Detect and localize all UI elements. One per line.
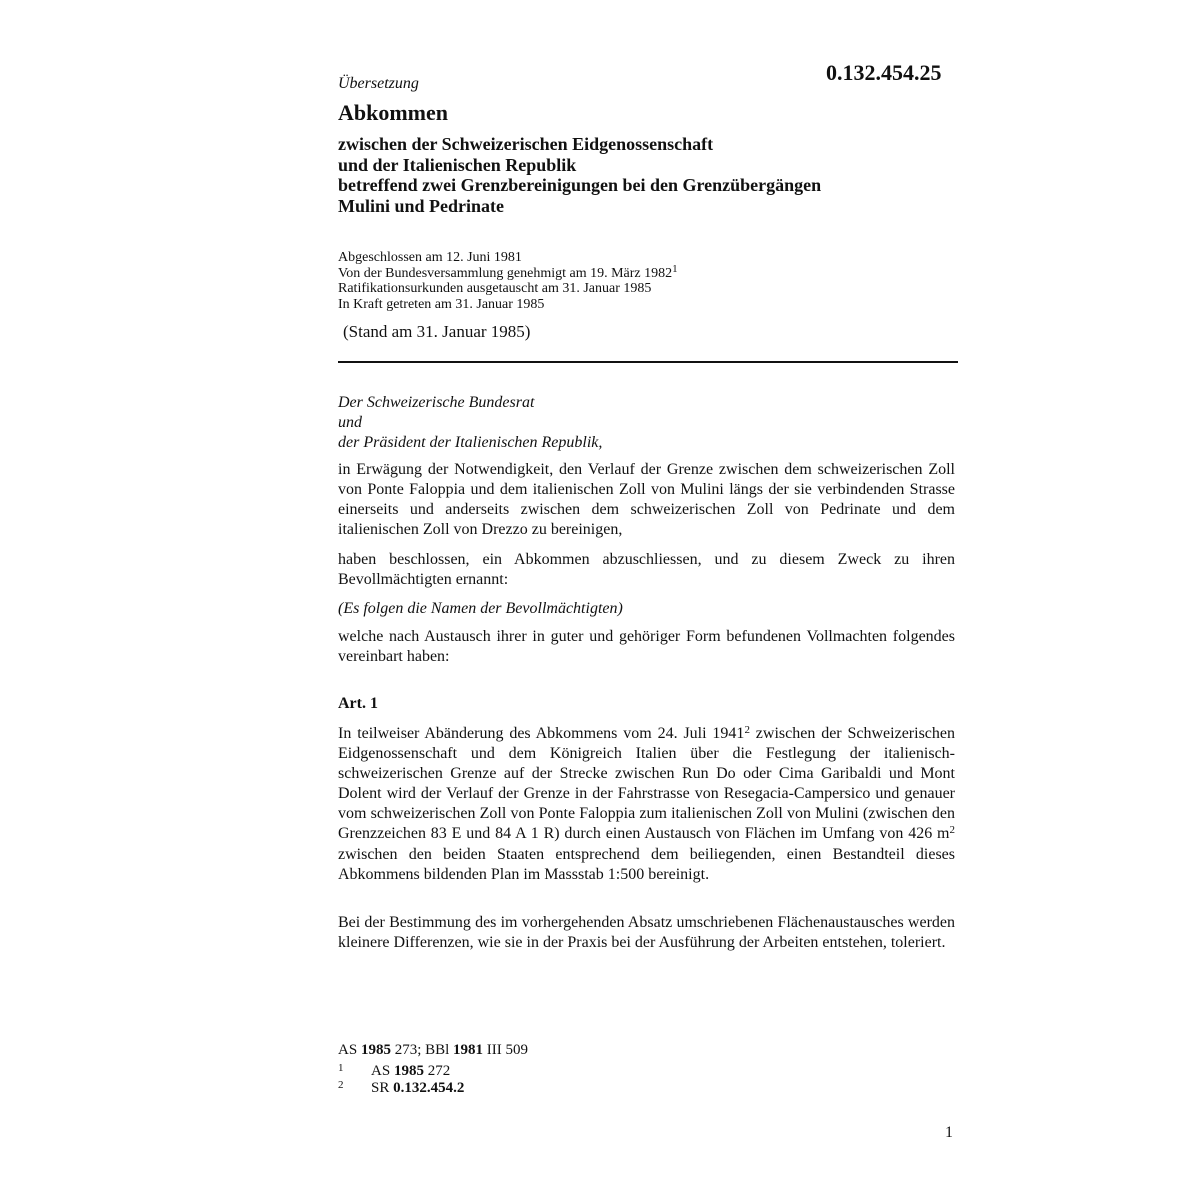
article-1-paragraph-2: Bei der Bestimmung des im vorhergehenden Absatz umschriebenen Flächenaustausches werden kleinere Differenzen, wie sie in der Praxis bei der Ausführung der Arbeiten entstehen, toleriert. [338, 914, 955, 952]
subtitle-line: Mulini und Pedrinate [338, 195, 505, 216]
translation-label: Übersetzung [338, 75, 419, 92]
sr-number: 0.132.454.25 [826, 60, 942, 85]
document-metadata [338, 250, 958, 312]
header-divider [338, 361, 958, 363]
party-connector: und [338, 414, 362, 431]
in-force-date: In Kraft getreten am 31. Januar 1985 [338, 296, 545, 312]
preamble-paragraph-4: welche nach Austausch ihrer in guter und gehöriger Form befundenen Vollmachten folgendes vereinbart haben: [338, 628, 955, 666]
subtitle-line: betreffend zwei Grenzbereinigungen bei den Grenzübergängen [338, 175, 822, 195]
document-subtitle [338, 134, 958, 216]
page-number: 1 [945, 1124, 953, 1141]
status-date: (Stand am 31. Januar 1985) [343, 322, 531, 341]
footnote-1: 1 AS 1985 272 [338, 1062, 451, 1079]
article-1-heading: Art. 1 [338, 695, 378, 712]
preamble-paragraph-1: in Erwägung der Notwendigkeit, den Verlauf der Grenze zwischen dem schweizerischen Zoll von Ponte Faloppia und dem italienischen Zoll von Mulini längs der sie verbindenden Strasse einerseits und anderseits zwischen dem schweizerischen Zoll von Pedrinate und dem italienischen Zoll von Drezzo zu bereinigen, [338, 461, 955, 539]
party-italy: der Präsident der Italienischen Republik, [338, 434, 603, 451]
subtitle-line: zwischen der Schweizerischen Eidgenossenschaft [338, 134, 714, 154]
party-switzerland: Der Schweizerische Bundesrat [338, 394, 535, 411]
approval-date: Von der Bundesversammlung genehmigt am 19. März 1982$^1$ [338, 262, 678, 281]
concluded-date: Abgeschlossen am 12. Juni 1981 [338, 250, 522, 265]
contracting-parties [338, 393, 602, 453]
footnote-2: 2 SR 0.132.454.2 [338, 1079, 465, 1096]
source-reference: AS 1985 273; BBl 1981 III 509 [338, 1042, 529, 1058]
preamble-paragraph-2: haben beschlossen, ein Abkommen abzuschliessen, und zu diesem Zweck zu ihren Bevollmächtigten ernannt: [338, 551, 955, 589]
footnote-ref[interactable]: 1 [672, 262, 678, 275]
square-unit: 2 [949, 824, 955, 837]
subtitle-line: und der Italienischen Republik [338, 154, 577, 175]
document-title: Abkommen [338, 100, 449, 125]
ratification-date: Ratifikationsurkunden ausgetauscht am 31. Januar 1985 [338, 281, 652, 296]
preamble-paragraph-3: (Es folgen die Namen der Bevollmächtigten) [338, 600, 623, 617]
article-1-paragraph-1: In teilweiser Abänderung des Abkommens vom 24. Juli 1941$^2$ zwischen der Schweizerischen Eidgenossenschaft und dem Königreich Italien über die Festlegung der italienisch-schweizerischen Grenze auf der Strecke zwischen Run Do oder Cima Garibaldi und Mont Dolent wird der Verlauf der Grenze in der Fahrstrasse von Resegacia-Campersico und genauer vom schweizerischen Zoll von Ponte Faloppia zum italienischen Zoll von Mulini (zwischen den Grenzzeichen 83 E und 84 A 1 R) durch einen Austausch von Flächen im Umfang von 426 $m^2$ zwischen den beiden Staaten entsprechend dem beiliegenden, einen Bestandteil dieses Abkommens bildenden Plan im Massstab 1:500 bereinigt. [338, 724, 956, 883]
footnote-ref[interactable]: 2 [744, 724, 750, 736]
